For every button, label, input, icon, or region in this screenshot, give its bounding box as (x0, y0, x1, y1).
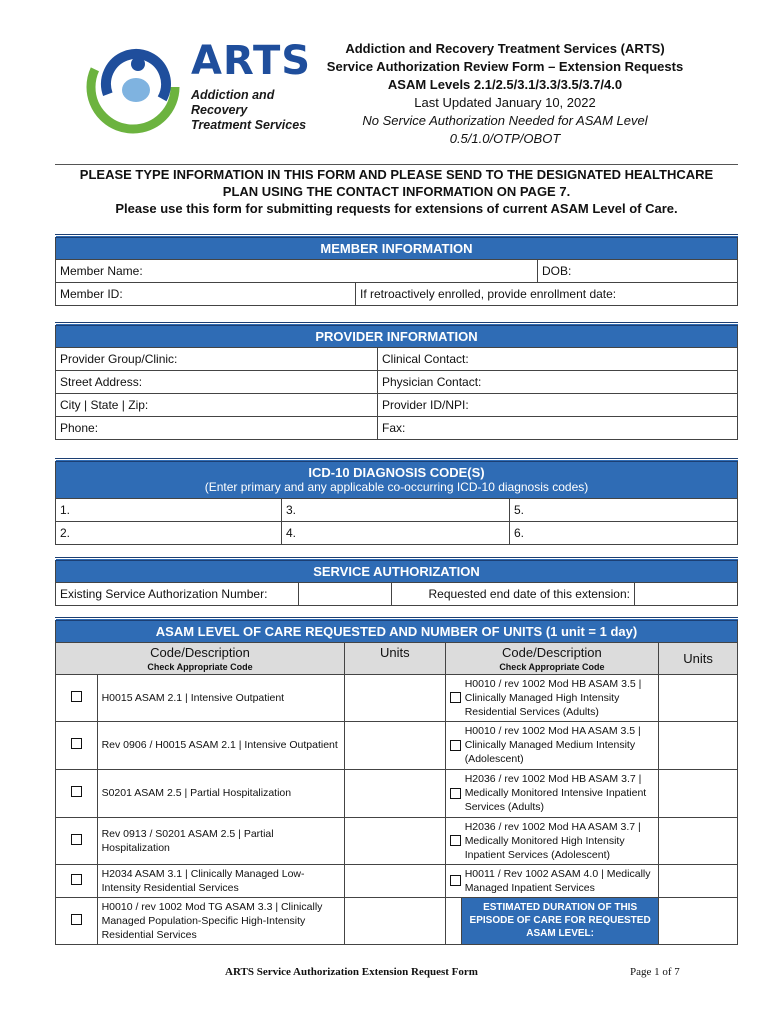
right-check-code-label: Check Appropriate Code (499, 661, 605, 672)
left-service-2: Rev 0906 / H0015 ASAM 2.1 | Intensive Outpatient (97, 721, 344, 769)
estimated-spacer (445, 897, 461, 944)
member-name-field[interactable]: Member Name: (56, 259, 538, 282)
right-code-desc-header (445, 642, 658, 674)
city-state-zip-field[interactable]: City | State | Zip: (56, 393, 378, 416)
right-service-4-text: H2036 / rev 1002 Mod HA ASAM 3.7 | Medically Monitored High Intensity Inpatient Services (Adolescent) (464, 820, 641, 861)
logo-name: ARTS (191, 38, 312, 84)
checkbox-h0011[interactable] (450, 875, 461, 886)
page-number: Page 1 of 7 (630, 966, 680, 978)
member-info-title: MEMBER INFORMATION (56, 236, 738, 259)
icd-code-3[interactable]: 3. (282, 498, 510, 521)
right-service-1-text: H0010 / rev 1002 Mod HB ASAM 3.5 | Clinically Managed High Intensity Residential Services (Adults) (464, 677, 642, 718)
right-service-5 (445, 864, 658, 897)
icd-code-5[interactable]: 5. (510, 498, 738, 521)
right-service-2-text: H0010 / rev 1002 Mod HA ASAM 3.5 | Clinically Managed Medium Intensity (Adolescent) (464, 725, 641, 765)
units-input-left-5[interactable] (344, 864, 445, 897)
units-input-left-1[interactable] (344, 674, 445, 721)
checkbox-h2036-ha[interactable] (450, 835, 461, 846)
left-checkbox-cell (56, 674, 98, 721)
right-service-2 (445, 721, 658, 769)
existing-auth-number-label: Existing Service Authorization Number: (56, 582, 299, 605)
left-checkbox-cell (56, 721, 98, 769)
end-date-label: Requested end date of this extension: (392, 582, 635, 605)
provider-info-title: PROVIDER INFORMATION (56, 324, 738, 347)
checkbox-h0015[interactable] (71, 691, 82, 702)
physician-contact-field[interactable]: Physician Contact: (378, 370, 738, 393)
units-input-right-1[interactable] (659, 674, 738, 721)
right-service-5-text: H0011 / Rev 1002 ASAM 4.0 | Medically Managed Inpatient Services (464, 867, 651, 894)
left-code-desc-label: Code/Description (150, 644, 250, 660)
icd10-table (55, 458, 738, 545)
icd-code-4[interactable]: 4. (282, 521, 510, 544)
notice-line-2: PLAN USING THE CONTACT INFORMATION ON PAGE 7. (222, 184, 571, 199)
left-check-code-label: Check Appropriate Code (147, 661, 253, 672)
units-input-left-4[interactable] (344, 817, 445, 864)
left-checkbox-cell (56, 769, 98, 817)
end-date-input[interactable] (635, 582, 738, 605)
icd-code-6[interactable]: 6. (510, 521, 738, 544)
provider-info-table (55, 322, 738, 440)
logo-subtitle-line-2: Treatment Services (191, 118, 307, 132)
checkbox-h2034[interactable] (71, 874, 82, 885)
left-service-4: Rev 0913 / S0201 ASAM 2.5 | Partial Hospitalization (97, 817, 344, 864)
left-units-header: Units (344, 642, 445, 674)
logo-subtitle-line-1: Addiction and Recovery (191, 88, 275, 117)
fax-field[interactable]: Fax: (378, 416, 738, 439)
left-checkbox-cell (56, 864, 98, 897)
units-input-right-5[interactable] (659, 864, 738, 897)
estimated-duration-label: ESTIMATED DURATION OF THIS EPISODE OF CARE FOR REQUESTED ASAM LEVEL: (462, 897, 659, 944)
notice-line-3: Please use this form for submitting requests for extensions of current ASAM Level of Care. (115, 201, 678, 216)
checkbox-h0010-tg[interactable] (71, 914, 82, 925)
title-line-1: Addiction and Recovery Treatment Services (ARTS) (345, 41, 665, 56)
title-line-3: ASAM Levels 2.1/2.5/3.1/3.3/3.5/3.7/4.0 (387, 77, 623, 92)
icd-code-2[interactable]: 2. (56, 521, 282, 544)
left-service-6: H0010 / rev 1002 Mod TG ASAM 3.3 | Clinically Managed Population-Specific High-Intensity Residential Services (97, 897, 344, 944)
left-checkbox-cell (56, 817, 98, 864)
icd10-title (56, 460, 738, 498)
units-input-right-2[interactable] (659, 721, 738, 769)
enrollment-date-field[interactable]: If retroactively enrolled, provide enrollment date: (356, 282, 738, 305)
page-header (55, 22, 735, 162)
logo-subtitle (191, 88, 311, 133)
right-code-desc-label: Code/Description (502, 644, 602, 660)
arts-logo (81, 32, 311, 137)
right-service-3 (445, 769, 658, 817)
street-address-field[interactable]: Street Address: (56, 370, 378, 393)
no-auth-note-2: 0.5/1.0/OTP/OBOT (449, 131, 561, 146)
units-input-left-2[interactable] (344, 721, 445, 769)
service-auth-table (55, 557, 738, 606)
right-service-3-text: H2036 / rev 1002 Mod HB ASAM 3.7 | Medically Monitored Intensive Inpatient Services (Adults) (464, 773, 647, 813)
form-title (305, 40, 705, 148)
estimated-duration-input[interactable] (659, 897, 738, 944)
member-id-field[interactable]: Member ID: (56, 282, 356, 305)
checkbox-rev0906[interactable] (71, 738, 82, 749)
units-input-left-3[interactable] (344, 769, 445, 817)
units-input-right-3[interactable] (659, 769, 738, 817)
checkbox-h2036-hb[interactable] (450, 788, 461, 799)
units-input-right-4[interactable] (659, 817, 738, 864)
service-auth-title: SERVICE AUTHORIZATION (56, 559, 738, 582)
header-divider (55, 164, 738, 165)
units-input-left-6[interactable] (344, 897, 445, 944)
logo-swirl-icon (81, 32, 191, 137)
left-service-3: S0201 ASAM 2.5 | Partial Hospitalization (97, 769, 344, 817)
left-service-1: H0015 ASAM 2.1 | Intensive Outpatient (97, 674, 344, 721)
checkbox-rev0913[interactable] (71, 834, 82, 845)
asam-title: ASAM LEVEL OF CARE REQUESTED AND NUMBER OF UNITS (1 unit = 1 day) (56, 619, 738, 642)
dob-field[interactable]: DOB: (538, 259, 738, 282)
last-updated: Last Updated January 10, 2022 (414, 95, 596, 110)
checkbox-s0201[interactable] (71, 786, 82, 797)
submission-notice (55, 166, 738, 217)
notice-line-1: PLEASE TYPE INFORMATION IN THIS FORM AND PLEASE SEND TO THE DESIGNATED HEALTHCARE (79, 167, 714, 182)
checkbox-h0010-ha[interactable] (450, 740, 461, 751)
clinical-contact-field[interactable]: Clinical Contact: (378, 347, 738, 370)
provider-group-field[interactable]: Provider Group/Clinic: (56, 347, 378, 370)
right-units-header: Units (659, 642, 738, 674)
icd10-subtitle: (Enter primary and any applicable co-occurring ICD-10 diagnosis codes) (204, 480, 589, 495)
asam-table (55, 617, 738, 945)
no-auth-note-1: No Service Authorization Needed for ASAM Level (362, 113, 648, 128)
footer-title: ARTS Service Authorization Extension Request Form (225, 966, 478, 978)
provider-npi-field[interactable]: Provider ID/NPI: (378, 393, 738, 416)
existing-auth-number-input[interactable] (299, 582, 392, 605)
right-service-1 (445, 674, 658, 721)
icd-code-1[interactable]: 1. (56, 498, 282, 521)
left-service-5: H2034 ASAM 3.1 | Clinically Managed Low-Intensity Residential Services (97, 864, 344, 897)
left-code-desc-header (56, 642, 345, 674)
member-info-table (55, 234, 738, 306)
title-line-2: Service Authorization Review Form – Extension Requests (326, 59, 684, 74)
phone-field[interactable]: Phone: (56, 416, 378, 439)
icd10-heading: ICD-10 DIAGNOSIS CODE(S) (308, 465, 485, 481)
right-service-4 (445, 817, 658, 864)
left-checkbox-cell (56, 897, 98, 944)
checkbox-h0010-hb[interactable] (450, 692, 461, 703)
